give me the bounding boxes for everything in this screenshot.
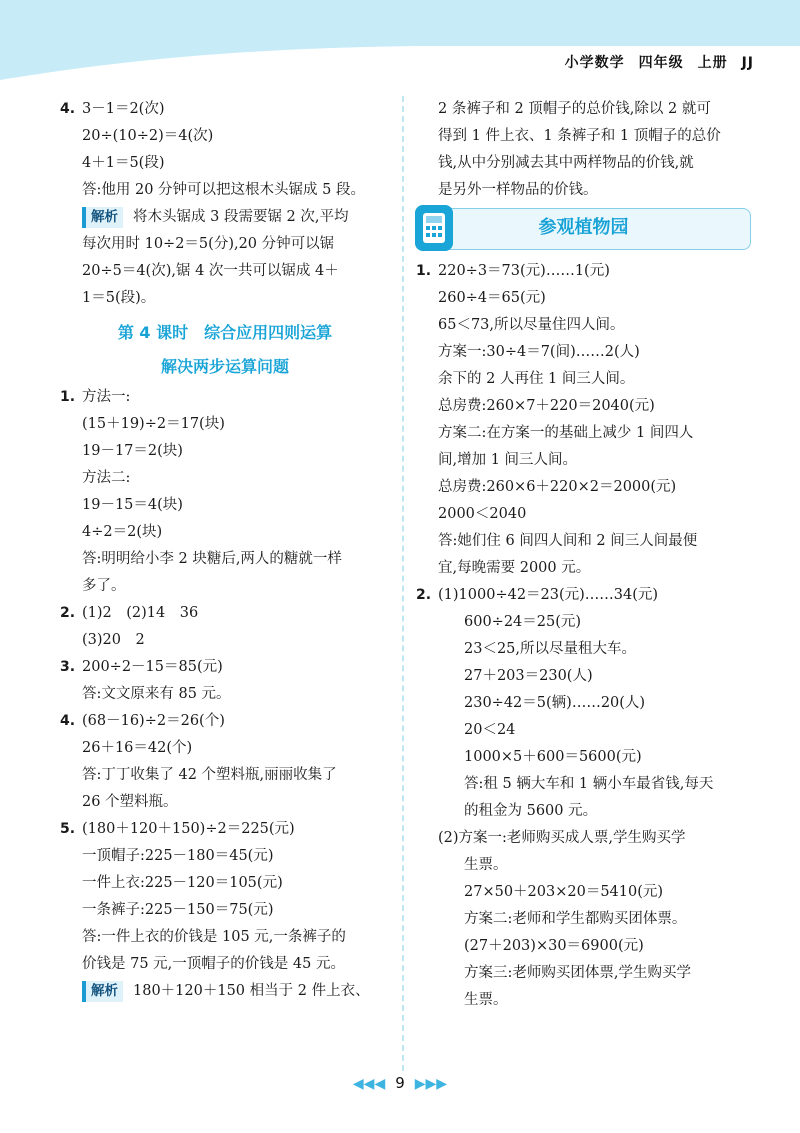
right-column xyxy=(416,96,751,1014)
answer-block xyxy=(60,600,390,654)
answer-line: 19－15＝4(块) xyxy=(82,497,183,513)
answer-line: 19－17＝2(块) xyxy=(82,443,183,459)
analysis-tag: 解析 xyxy=(82,981,123,1002)
arrows-left-icon: ◀◀◀ xyxy=(352,1076,386,1092)
answer-line: 多了。 xyxy=(82,578,126,594)
header-info xyxy=(551,52,754,72)
answer-line: 4＋1＝5(段) xyxy=(82,155,165,171)
answer-line: (3)20 2 xyxy=(82,632,145,648)
analysis-line: 将木头锯成 3 段需要锯 2 次,平均 xyxy=(133,209,349,225)
answer-line: 27＋203＝230(人) xyxy=(464,668,593,684)
answer-line: (1)2 (2)14 36 xyxy=(82,605,199,621)
lesson-title-line: 第 4 课时 综合应用四则运算 xyxy=(117,323,333,342)
question-number: 1. xyxy=(60,389,76,405)
answer-line: 65＜73,所以尽量住四人间。 xyxy=(438,317,625,333)
answer-line: 间,增加 1 间三人间。 xyxy=(438,452,578,468)
analysis-tag: 解析 xyxy=(82,207,123,228)
arrows-right-icon: ▶▶▶ xyxy=(414,1076,448,1092)
answer-line: 26＋16＝42(个) xyxy=(82,740,193,756)
answer-line: 答:租 5 辆大车和 1 辆小车最省钱,每天 xyxy=(464,776,714,792)
answer-line: 600÷24＝25(元) xyxy=(464,614,582,630)
answer-block xyxy=(416,258,751,582)
analysis-line: 1＝5(段)。 xyxy=(82,290,156,306)
answer-line: (27＋203)×30＝6900(元) xyxy=(464,938,644,954)
answer-block xyxy=(60,96,390,204)
page-footer xyxy=(0,1074,800,1092)
question-number: 4. xyxy=(60,713,76,729)
sub-question-head: (1)1000÷42＝23(元)……34(元) xyxy=(438,587,659,603)
answer-line: 余下的 2 人再住 1 间三人间。 xyxy=(438,371,635,387)
question-number: 2. xyxy=(416,587,432,603)
analysis-line: 得到 1 件上衣、1 条裤子和 1 顶帽子的总价 xyxy=(438,128,721,144)
answer-line: 宜,每晚需要 2000 元。 xyxy=(438,560,591,576)
answer-line: 260÷4＝65(元) xyxy=(438,290,546,306)
answer-line: 生票。 xyxy=(464,992,508,1008)
answer-line: 27×50＋203×20＝5410(元) xyxy=(464,884,664,900)
answer-line: 26 个塑料瓶。 xyxy=(82,794,178,810)
question-number: 5. xyxy=(60,821,76,837)
answer-line: 200÷2－15＝85(元) xyxy=(82,659,223,675)
answer-block xyxy=(60,708,390,816)
answer-line: (15＋19)÷2＝17(块) xyxy=(82,416,225,432)
answer-line: 方案三:老师购买团体票,学生购买学 xyxy=(464,965,691,981)
answer-block xyxy=(60,384,390,600)
question-number: 3. xyxy=(60,659,76,675)
header-volume: 上册 xyxy=(697,55,728,71)
answer-line: 生票。 xyxy=(464,857,508,873)
answer-line: 2000＜2040 xyxy=(438,506,527,522)
answer-line: 总房费:260×6＋220×2＝2000(元) xyxy=(438,479,677,495)
lesson-title xyxy=(60,316,390,384)
analysis-continuation xyxy=(416,96,751,204)
answer-line: 方案二:在方案一的基础上减少 1 间四人 xyxy=(438,425,694,441)
question-number: 2. xyxy=(60,605,76,621)
answer-line: 20＜24 xyxy=(464,722,516,738)
answer-line: 3－1＝2(次) xyxy=(82,101,165,117)
answer-line: 答:她们住 6 间四人间和 2 间三人间最便 xyxy=(438,533,698,549)
analysis-block xyxy=(60,204,390,312)
sub-question-head: (2)方案一:老师购买成人票,学生购买学 xyxy=(438,830,686,846)
question-number: 4. xyxy=(60,101,76,117)
answer-line: 方法一: xyxy=(82,389,131,405)
answer-block xyxy=(60,816,390,978)
analysis-block xyxy=(60,978,390,1005)
answer-line: 一顶帽子:225－180＝45(元) xyxy=(82,848,274,864)
answer-line: 4÷2＝2(块) xyxy=(82,524,163,540)
answer-line: 230÷42＝5(辆)……20(人) xyxy=(464,695,646,711)
column-divider xyxy=(402,96,404,1071)
section-title: 参观植物园 xyxy=(538,217,629,238)
answer-line: 答:文文原来有 85 元。 xyxy=(82,686,231,702)
answer-line: 一件上衣:225－120＝105(元) xyxy=(82,875,283,891)
section-banner xyxy=(416,208,751,250)
analysis-line: 钱,从中分别减去其中两样物品的价钱,就 xyxy=(438,155,694,171)
header-edition: JJ xyxy=(741,55,754,71)
answer-line: (68－16)÷2＝26(个) xyxy=(82,713,225,729)
lesson-title-line: 解决两步运算问题 xyxy=(160,357,289,376)
answer-line: 答:一件上衣的价钱是 105 元,一条裤子的 xyxy=(82,929,346,945)
answer-line: 的租金为 5600 元。 xyxy=(464,803,598,819)
answer-line: 答:明明给小李 2 块糖后,两人的糖就一样 xyxy=(82,551,342,567)
answer-line: (180＋120＋150)÷2＝225(元) xyxy=(82,821,295,837)
answer-line: 价钱是 75 元,一顶帽子的价钱是 45 元。 xyxy=(82,956,345,972)
question-number: 1. xyxy=(416,263,432,279)
page-number: 9 xyxy=(395,1074,405,1092)
answer-line: 方案一:30÷4＝7(间)……2(人) xyxy=(438,344,640,360)
answer-block xyxy=(416,582,751,1014)
left-column xyxy=(60,96,390,1005)
analysis-line: 180＋120＋150 相当于 2 件上衣、 xyxy=(133,983,370,999)
answer-line: 220÷3＝73(元)……1(元) xyxy=(438,263,610,279)
answer-block xyxy=(60,654,390,708)
answer-line: 答:他用 20 分钟可以把这根木头锯成 5 段。 xyxy=(82,182,365,198)
analysis-line: 20÷5＝4(次),锯 4 次一共可以锯成 4＋ xyxy=(82,263,339,279)
analysis-line: 是另外一样物品的价钱。 xyxy=(438,182,598,198)
header-subject: 小学数学 xyxy=(564,55,625,71)
answer-line: 20÷(10÷2)＝4(次) xyxy=(82,128,214,144)
answer-line: 答:丁丁收集了 42 个塑料瓶,丽丽收集了 xyxy=(82,767,337,783)
answer-line: 方法二: xyxy=(82,470,131,486)
analysis-line: 2 条裤子和 2 顶帽子的总价钱,除以 2 就可 xyxy=(438,101,711,117)
answer-line: 1000×5＋600＝5600(元) xyxy=(464,749,642,765)
answer-line: 方案二:老师和学生都购买团体票。 xyxy=(464,911,687,927)
header-grade: 四年级 xyxy=(638,55,684,71)
answer-line: 一条裤子:225－150＝75(元) xyxy=(82,902,274,918)
answer-line: 23＜25,所以尽量租大车。 xyxy=(464,641,637,657)
answer-line: 总房费:260×7＋220＝2040(元) xyxy=(438,398,655,414)
analysis-line: 每次用时 10÷2＝5(分),20 分钟可以锯 xyxy=(82,236,335,252)
